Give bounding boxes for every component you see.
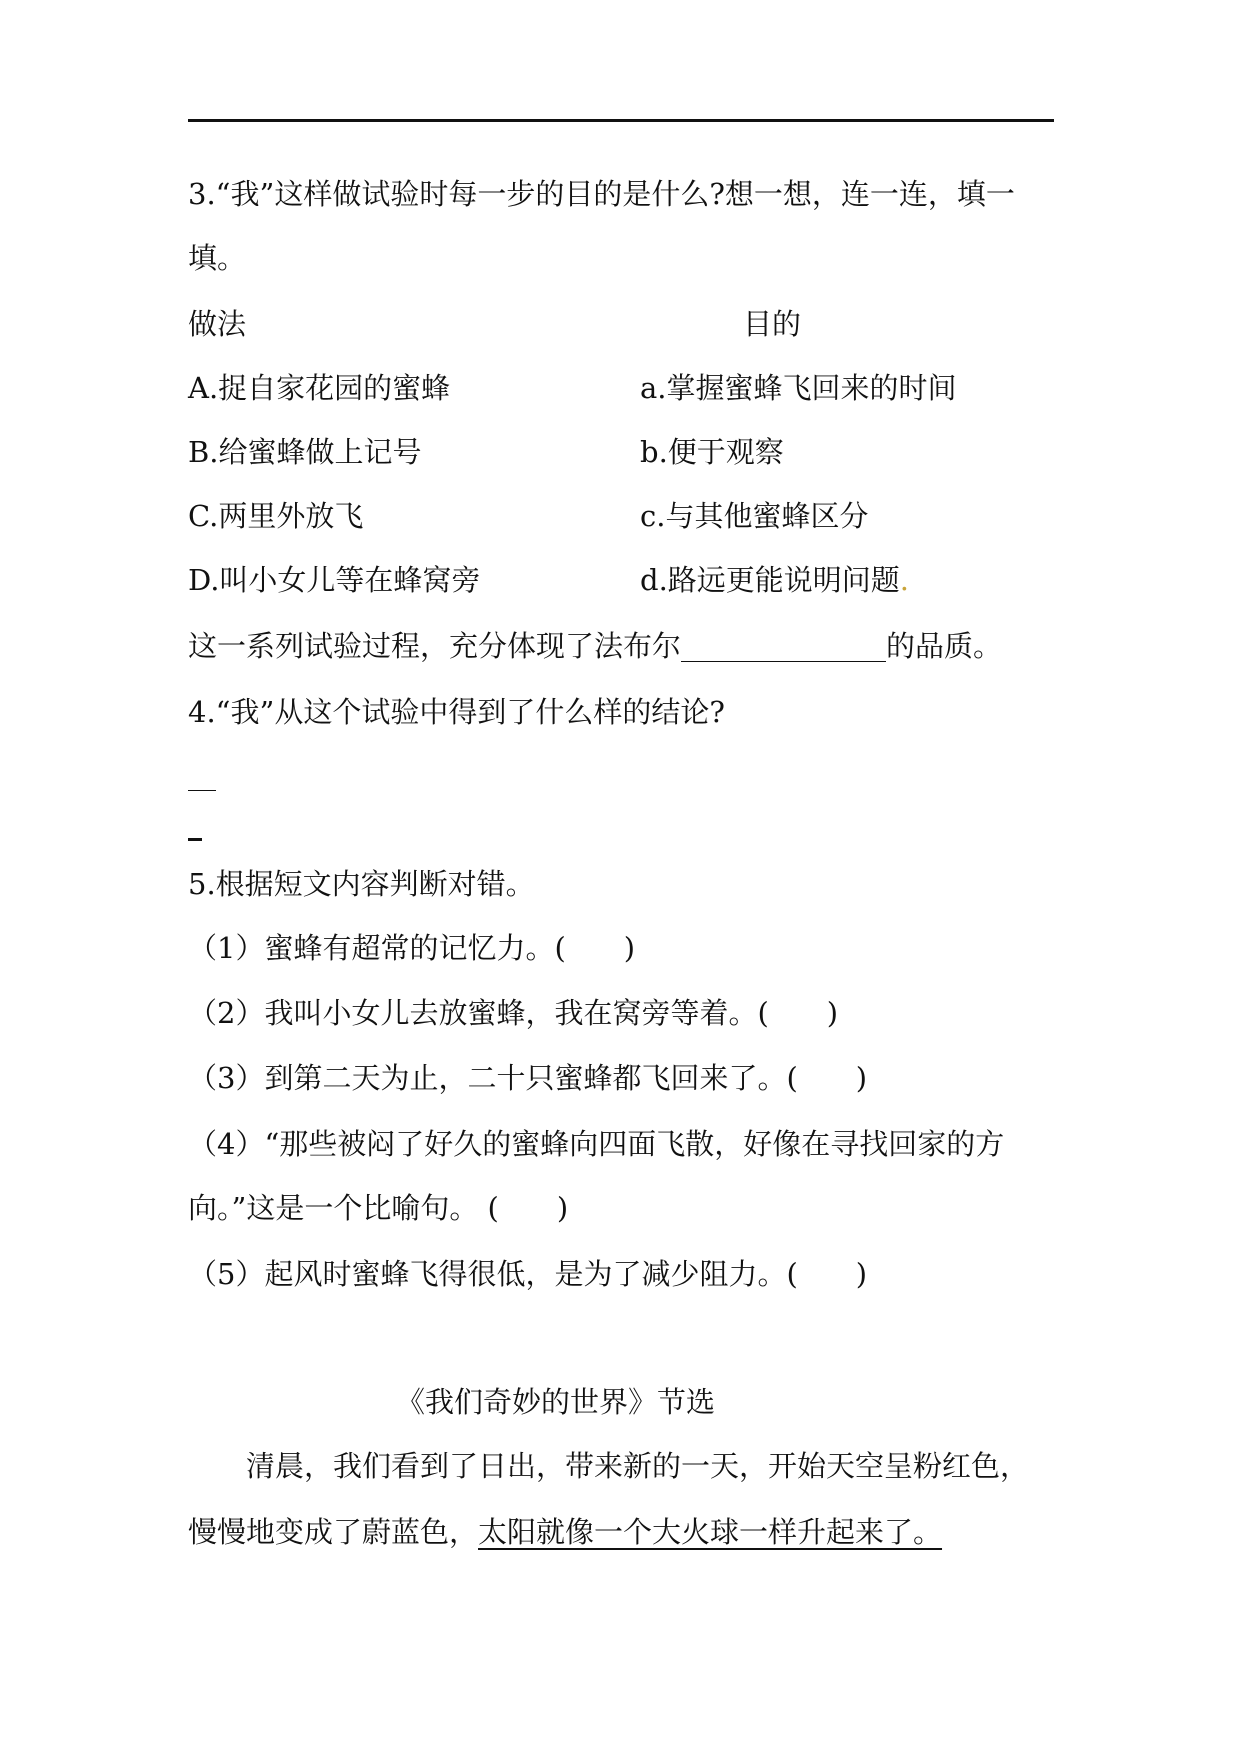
purpose-item-d [640,560,909,600]
q3-fill-in-sentence [188,626,1002,666]
method-item-a: A.捉自家花园的蜜蜂 [188,371,451,405]
q5-item-2: （2）我叫小女儿去放蜜蜂，我在窝旁等着。( ) [188,996,839,1030]
purpose-item-b: b.便于观察 [640,435,784,469]
purpose-item-c: c.与其他蜜蜂区分 [640,499,869,533]
fill-prefix: 这一系列试验过程，充分体现了法布尔 [188,629,682,663]
q5-item-3: （3）到第二天为止，二十只蜜蜂都飞回来了。( ) [188,1061,868,1095]
q3-prompt-line1: 3.“我”这样做试验时每一步的目的是什么?想一想，连一连，填一 [188,177,1015,211]
purpose-item-d-text: d.路远更能说明问题 [640,563,900,597]
passage-title: 《我们奇妙的世界》节选 [396,1385,716,1419]
stray-dot: . [899,563,910,597]
purpose-item-a: a.掌握蜜蜂飞回来的时间 [640,371,957,405]
answer-line[interactable] [188,790,216,791]
q3-column-headers [188,304,802,344]
underlined-sentence: 太阳就像一个大火球一样升起来了。 [478,1515,943,1549]
answer-line[interactable] [188,838,202,841]
match-row [188,368,957,408]
fill-suffix: 的品质。 [886,629,1003,663]
method-header: 做法 [188,307,247,341]
passage-line-2-plain: 慢慢地变成了蔚蓝色， [188,1515,479,1549]
passage-line-2 [188,1512,942,1552]
answer-blank[interactable] [681,631,886,662]
q5-item-1: （1）蜜蜂有超常的记忆力。( ) [188,931,636,965]
header-rule [188,119,1054,122]
q5-item-5: （5）起风时蜜蜂飞得很低，是为了减少阻力。( ) [188,1257,868,1291]
method-item-c: C.两里外放飞 [188,499,364,533]
match-row [188,432,784,472]
q3-prompt-line2: 填。 [188,241,247,275]
match-row [188,560,910,600]
match-row [188,496,869,536]
q5-item-4-line2: 向。”这是一个比喻句。 ( ) [188,1191,569,1225]
q4-prompt: 4.“我”从这个试验中得到了什么样的结论? [188,695,725,729]
method-item-b: B.给蜜蜂做上记号 [188,435,422,469]
q5-item-4-line1: （4）“那些被闷了好久的蜜蜂向四面飞散，好像在寻找回家的方 [188,1127,1005,1161]
q5-prompt: 5.根据短文内容判断对错。 [188,867,535,901]
purpose-header: 目的 [743,307,802,341]
passage-line-1: 清晨，我们看到了日出，带来新的一天，开始天空呈粉红色， [188,1449,1030,1483]
method-item-d: D.叫小女儿等在蜂窝旁 [188,563,481,597]
